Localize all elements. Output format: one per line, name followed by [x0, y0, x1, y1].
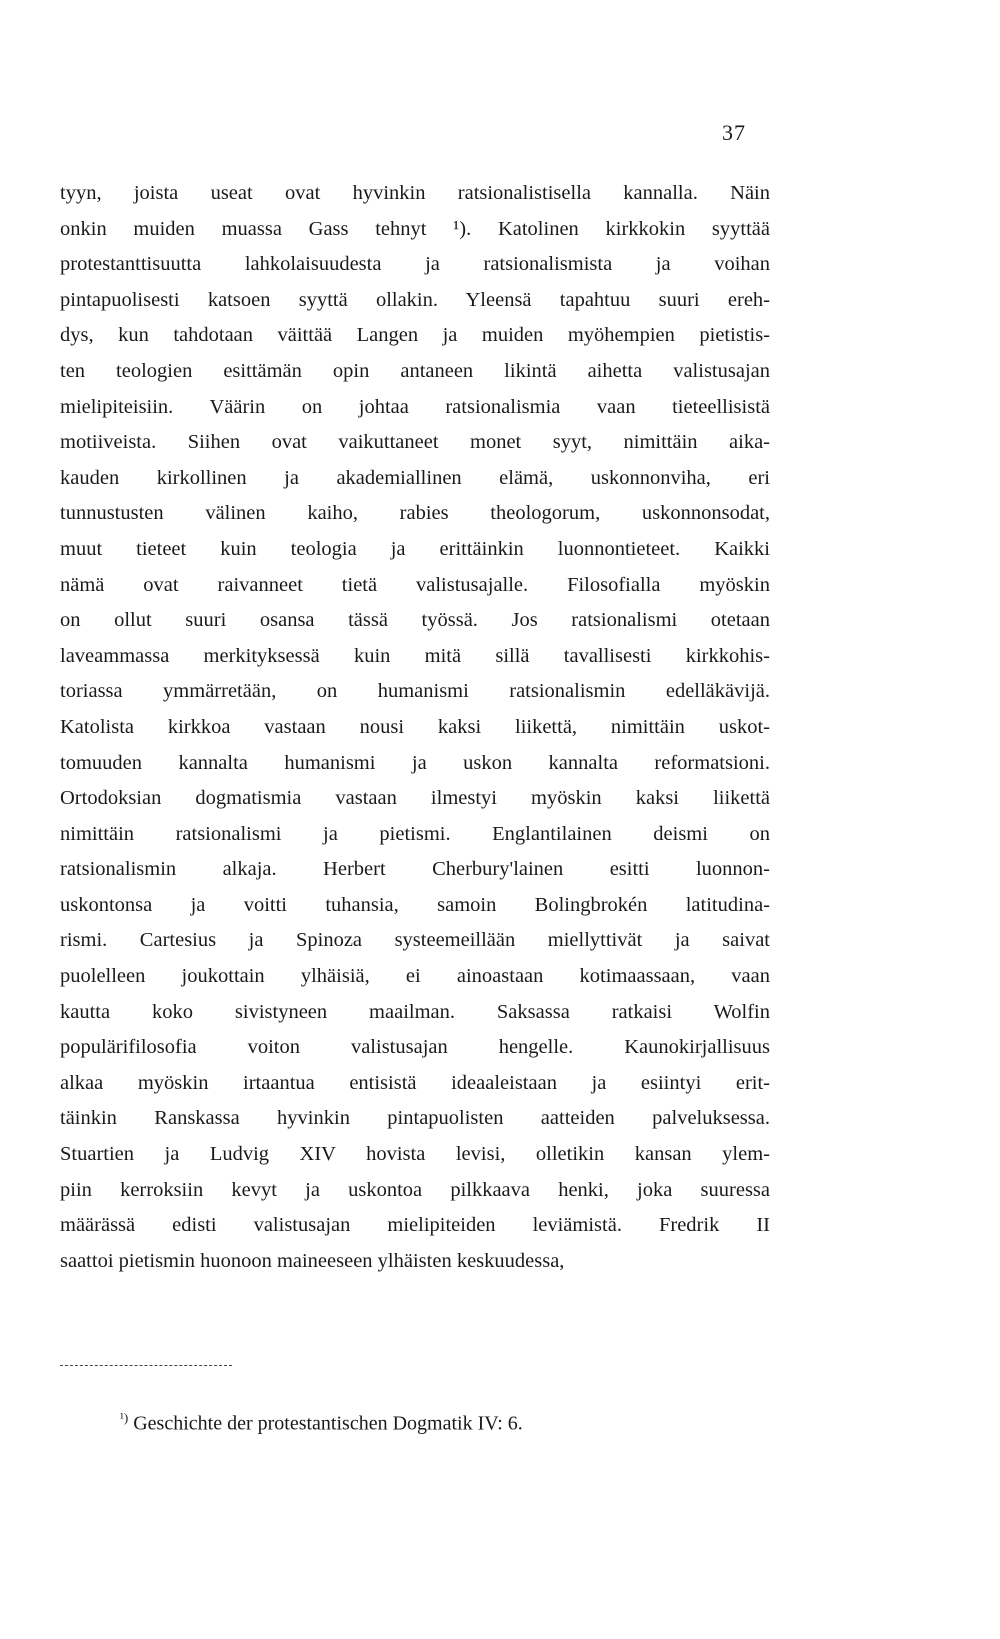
- text-line: tyyn, joista useat ovat hyvinkin ratsionalistisella kannalla. Näin: [60, 182, 770, 204]
- text-line: alkaa myöskin irtaantua entisistä ideaaleistaan ja esiintyi erit-: [60, 1071, 770, 1094]
- text-line: mielipiteisiin. Väärin on johtaa ratsionalismia vaan tieteellisistä: [60, 395, 770, 418]
- text-line: uskontonsa ja voitti tuhansia, samoin Bolingbrokén latitudina-: [60, 893, 770, 916]
- text-line: kauden kirkollinen ja akademiallinen elämä, uskonnonviha, eri: [60, 466, 770, 489]
- text-line: määrässä edisti valistusajan mielipiteiden leviämistä. Fredrik II: [60, 1214, 770, 1237]
- text-line: täinkin Ranskassa hyvinkin pintapuolisten aatteiden palveluksessa.: [60, 1107, 770, 1130]
- text-line: protestanttisuutta lahkolaisuudesta ja ratsionalismista ja voihan: [60, 253, 770, 276]
- text-line: laveammassa merkityksessä kuin mitä sillä tavallisesti kirkkohis-: [60, 644, 770, 667]
- footnote: [120, 1410, 523, 1436]
- text-line: tunnustusten välinen kaiho, rabies theologorum, uskonnonsodat,: [60, 502, 770, 525]
- text-line: on ollut suuri osansa tässä työssä. Jos ratsionalismi otetaan: [60, 609, 770, 632]
- text-line: nimittäin ratsionalismi ja pietismi. Englantilainen deismi on: [60, 822, 770, 845]
- text-line: ten teologien esittämän opin antaneen likintä aihetta valistusajan: [60, 359, 770, 382]
- text-line: populärifilosofia voiton valistusajan hengelle. Kaunokirjallisuus: [60, 1036, 770, 1059]
- text-line: ratsionalismin alkaja. Herbert Cherbury'lainen esitti luonnon-: [60, 858, 770, 881]
- text-line: dys, kun tahdotaan väittää Langen ja muiden myöhempien pietistis-: [60, 324, 770, 347]
- text-line: kautta koko sivistyneen maailman. Saksassa ratkaisi Wolfin: [60, 1000, 770, 1023]
- text-line: puolelleen joukottain ylhäisiä, ei ainoastaan kotimaassaan, vaan: [60, 965, 770, 988]
- text-line: toriassa ymmärretään, on humanismi ratsionalismin edelläkävijä.: [60, 680, 770, 703]
- body-text: [60, 176, 770, 1279]
- text-line: pintapuolisesti katsoen syyttä ollakin. Yleensä tapahtuu suuri ereh-: [60, 288, 770, 311]
- text-line: tomuuden kannalta humanismi ja uskon kannalta reformatsioni.: [60, 751, 770, 774]
- footnote-divider: [60, 1365, 232, 1366]
- text-line: muut tieteet kuin teologia ja erittäinkin luonnontieteet. Kaikki: [60, 537, 770, 560]
- text-line: rismi. Cartesius ja Spinoza systeemeillään miellyttivät ja saivat: [60, 929, 770, 952]
- text-line: piin kerroksiin kevyt ja uskontoa pilkkaava henki, joka suuressa: [60, 1178, 770, 1201]
- text-line: Katolista kirkkoa vastaan nousi kaksi liikettä, nimittäin uskot-: [60, 715, 770, 738]
- page-number: 37: [722, 120, 746, 145]
- text-line: Stuartien ja Ludvig XIV hovista levisi, olletikin kansan ylem-: [60, 1143, 770, 1166]
- footnote-marker: ¹): [120, 1410, 129, 1425]
- footnote-text: Geschichte der protestantischen Dogmatik IV: 6.: [133, 1412, 523, 1435]
- text-line: nämä ovat raivanneet tietä valistusajalle. Filosofialla myöskin: [60, 573, 770, 596]
- text-line: motiiveista. Siihen ovat vaikuttaneet monet syyt, nimittäin aika-: [60, 431, 770, 454]
- text-line: saattoi pietismin huonoon maineeseen ylhäisten keskuudessa,: [60, 1249, 565, 1272]
- text-line: onkin muiden muassa Gass tehnyt ¹). Katolinen kirkkokin syyttää: [60, 217, 770, 240]
- text-line: Ortodoksian dogmatismia vastaan ilmestyi myöskin kaksi liikettä: [60, 787, 770, 810]
